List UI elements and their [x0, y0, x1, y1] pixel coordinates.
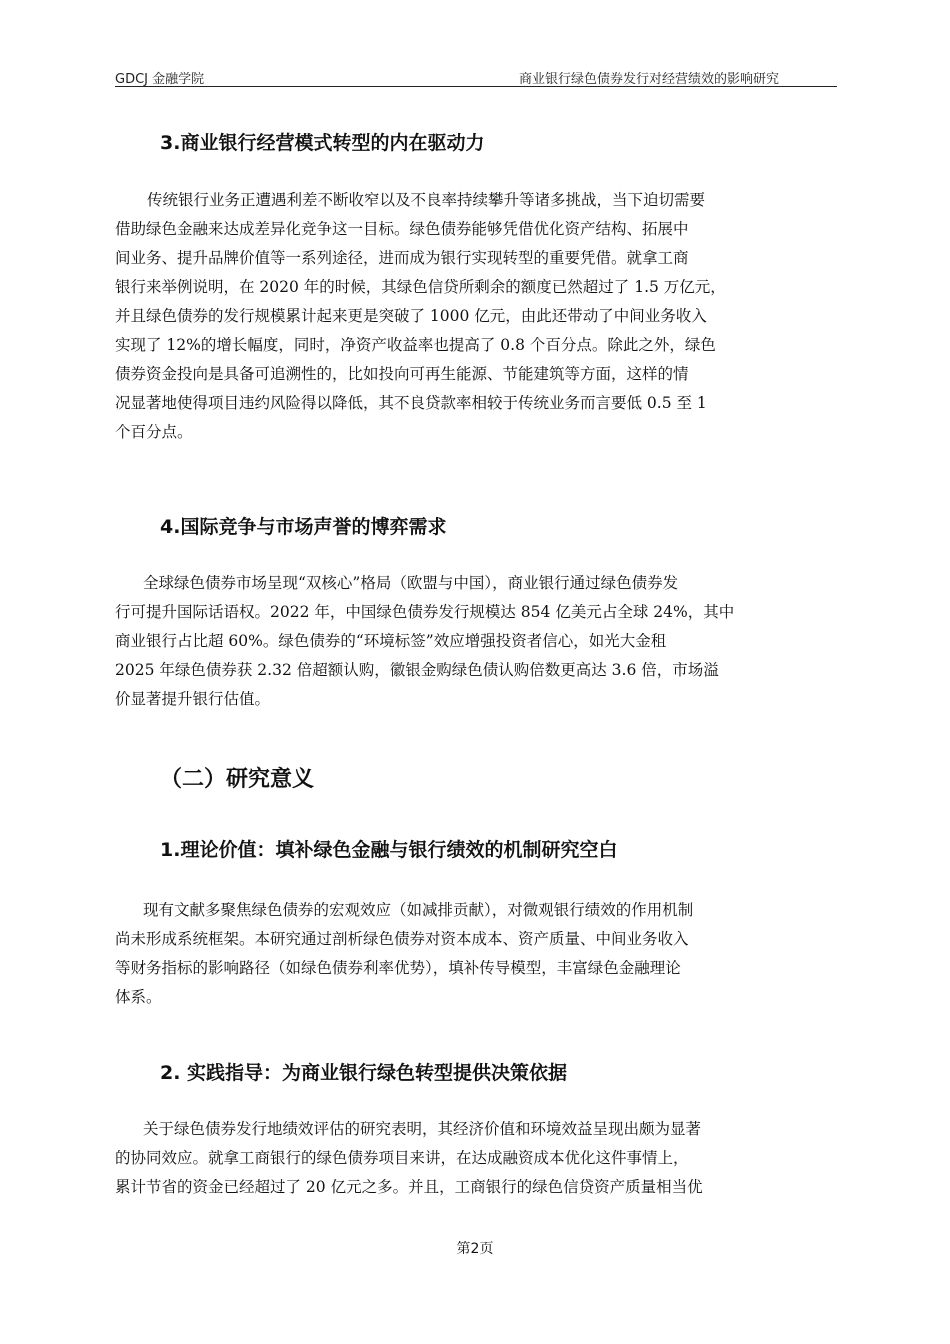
- section-heading-4: 4.国际竞争与市场声誉的博弈需求: [160, 516, 447, 538]
- paragraph-line: 银行来举例说明，在 2020 年的时候，其绿色信贷所剩余的额度已然超过了 1.5 万亿元，: [115, 278, 726, 296]
- paragraph-section-3: [115, 186, 837, 447]
- page-number: 第2页: [456, 1241, 494, 1257]
- paragraph-line: 体系。: [115, 988, 162, 1006]
- paragraph-theoretical-value: [115, 896, 837, 1012]
- paragraph-line: 商业银行占比超 60%。绿色债券的“环境标签”效应增强投资者信心，如光大金租: [115, 632, 667, 650]
- paragraph-line: 实现了 12%的增长幅度，同时，净资产收益率也提高了 0.8 个百分点。除此之外，绿色: [115, 336, 716, 354]
- paragraph-line: 传统银行业务正遭遇利差不断收窄以及不良率持续攀升等诸多挑战，当下迫切需要: [147, 191, 706, 209]
- paragraph-line: 间业务、提升品牌价值等一系列途径，进而成为银行实现转型的重要凭借。就拿工商: [115, 249, 689, 267]
- paragraph-practical-guidance: [115, 1115, 837, 1202]
- paragraph-line: 并且绿色债券的发行规模累计起来更是突破了 1000 亿元，由此还带动了中间业务收入: [115, 307, 707, 325]
- paragraph-line: 全球绿色债券市场呈现“双核心”格局（欧盟与中国），商业银行通过绿色债券发: [143, 574, 679, 592]
- paragraph-line: 个百分点。: [115, 423, 193, 441]
- paragraph-line: 借助绿色金融来达成差异化竞争这一目标。绿色债券能够凭借优化资产结构、拓展中: [115, 220, 689, 238]
- paragraph-line: 债券资金投向是具备可追溯性的，比如投向可再生能源、节能建筑等方面，这样的情: [115, 365, 689, 383]
- paragraph-line: 行可提升国际话语权。2022 年，中国绿色债券发行规模达 854 亿美元占全球 24%，其中: [115, 603, 735, 621]
- paragraph-line: 况显著地使得项目违约风险得以降低，其不良贷款率相较于传统业务而言要低 0.5 至 1: [115, 394, 707, 412]
- subsection-heading-research-significance: （二）研究意义: [160, 767, 315, 792]
- header-paper-title: 商业银行绿色债券发行对经营绩效的影响研究: [518, 72, 779, 87]
- paragraph-line: 2025 年绿色债券获 2.32 倍超额认购，徽银金购绿色债认购倍数更高达 3.6 倍，市场溢: [115, 661, 719, 679]
- paragraph-line: 价显著提升银行估值。: [115, 690, 271, 708]
- section-heading-3: 3.商业银行经营模式转型的内在驱动力: [160, 132, 485, 154]
- paragraph-line: 的协同效应。就拿工商银行的绿色债券项目来讲，在达成融资成本优化这件事情上，: [115, 1149, 689, 1167]
- paragraph-section-4: [115, 569, 837, 714]
- paragraph-line: 等财务指标的影响路径（如绿色债券利率优势），填补传导模型，丰富绿色金融理论: [115, 959, 681, 977]
- paragraph-line: 尚未形成系统框架。本研究通过剖析绿色债券对资本成本、资产质量、中间业务收入: [115, 930, 689, 948]
- page-header: [115, 64, 837, 87]
- paragraph-line: 关于绿色债券发行地绩效评估的研究表明，其经济价值和环境效益呈现出颇为显著: [143, 1120, 702, 1138]
- paragraph-line: 现有文献多聚焦绿色债券的宏观效应（如减排贡献），对微观银行绩效的作用机制: [143, 901, 694, 919]
- header-institute: GDCJ 金融学院: [115, 72, 205, 87]
- heading-theoretical-value: 1.理论价值：填补绿色金融与银行绩效的机制研究空白: [160, 839, 618, 861]
- heading-practical-guidance: 2. 实践指导：为商业银行绿色转型提供决策依据: [160, 1062, 568, 1084]
- paragraph-line: 累计节省的资金已经超过了 20 亿元之多。并且，工商银行的绿色信贷资产质量相当优: [115, 1178, 703, 1196]
